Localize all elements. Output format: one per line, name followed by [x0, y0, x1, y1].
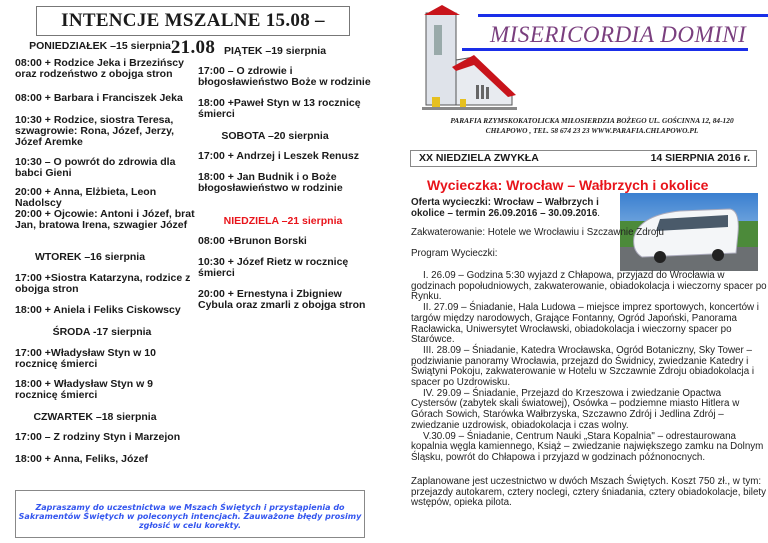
program-day: III. 28.09 – Śniadanie, Katedra Wrocławska, Ogród Botaniczny, Sky Tower – podziwianie panoramy Wrocławia, przejazd do Świdnicy, zwiedzanie Katedry i Świątyni Pokoju, zakwaterowanie w Hotelu w Szczawnie Zdroju obiadokolacja i spacer po Uzdrowisku.	[411, 344, 755, 389]
mass-intention: 18:00 +Paweł Styn w 13 rocznicę śmierci	[198, 97, 361, 120]
program-day: IV. 29.09 – Śniadanie, Przejazd do Krzeszowa i zwiedzanie Opactwa Cystersów (zabytek skali światowej), Osówka – podziemne miasto Hitlera w Górach Sowich, Starówka Wałbrzyska, Szczawno Zdrój i Jedlina Zdrój – zwiedzanie uzdrowisk, obiadokolacja i czas wolny.	[411, 387, 740, 431]
mass-intention: 17:00 +Władysław Styn w 10 rocznicę śmierci	[15, 347, 156, 370]
day-heading-wednesday: ŚRODA -17 sierpnia	[52, 326, 152, 338]
mass-intention: 18:00 + Władysław Styn w 9 rocznicę śmierci	[15, 378, 154, 401]
mass-intention: 08:00 + Rodzice Jeka i Brzezińscy oraz rodzeństwo z obojga stron	[15, 57, 184, 80]
mass-intention: 10:30 – O powrót do zdrowia dla babci Gieni	[15, 156, 176, 179]
mass-intention: 17:00 – Z rodziny Styn i Marzejon	[15, 431, 181, 443]
footer-note: Zapraszamy do uczestnictwa we Mszach Świętych i przystąpienia do Sakramentów Świętych w poleconych intencjach. Zauważone błędy prosimy zgłosić w celu korekty.	[15, 490, 365, 538]
intentions-title: INTENCJE MSZALNE 15.08 – 21.08	[36, 6, 350, 36]
day-heading-friday: PIĄTEK –19 sierpnia	[223, 45, 327, 57]
trip-program	[411, 271, 767, 464]
mass-intention: 17:00 +Siostra Katarzyna, rodzice z obojga stron	[15, 272, 191, 295]
masthead-rule-bottom	[462, 48, 748, 51]
liturgical-sunday: XX NIEDZIELA ZWYKŁA	[419, 152, 539, 164]
trip-lodging: Zakwaterowanie: Hotele we Wrocławiu i Szczawnie Zdroju	[411, 227, 665, 238]
program-label: Program Wycieczki:	[411, 248, 498, 259]
mass-intention: 20:00 + Anna, Elżbieta, Leon Nadolscy	[15, 186, 157, 209]
offer-text: Oferta wycieczki: Wrocław – Wałbrzych i okolice – termin 26.09.2016 – 30.09.2016	[411, 197, 599, 219]
mass-intention: 20:00 + Ernestyna i Zbigniew Cybula oraz zmarli z obojga stron	[198, 288, 366, 311]
mass-intention: 18:00 + Aniela i Feliks Ciskowscy	[15, 304, 181, 316]
trip-summary: Zaplanowane jest uczestnictwo w dwóch Mszach Świętych. Koszt 750 zł., w tym: przejazdy autokarem, cztery noclegi, cztery śniadania, cztery obiadokolacje, bilety wstępów, opieka pilota.	[411, 476, 767, 509]
day-heading-thursday: CZWARTEK –18 sierpnia	[33, 411, 157, 423]
address-line: PARAFIA RZYMSKOKATOLICKA MIŁOSIERDZIA BOŻEGO UL. GOŚCINNA 12, 84-120	[450, 116, 734, 125]
mass-intention: 10:30 + Józef Rietz w rocznicę śmierci	[198, 256, 349, 279]
mass-intention: 08:00 + Barbara i Franciszek Jeka	[15, 92, 183, 104]
sunday-banner	[410, 150, 757, 167]
day-heading-sunday: NIEDZIELA –21 sierpnia	[223, 215, 343, 227]
parish-address	[412, 116, 768, 136]
trip-title: Wycieczka: Wrocław – Wałbrzych i okolice	[427, 177, 709, 193]
day-heading-tuesday: WTOREK –16 sierpnia	[34, 251, 146, 263]
mass-intention: 17:00 – O zdrowie i błogosławieństwo Boże w rodzinie	[198, 65, 371, 88]
masthead-rule-top	[478, 14, 768, 17]
day-heading-monday: PONIEDZIAŁEK –15 sierpnia	[29, 40, 171, 52]
offer-end: .	[597, 207, 601, 219]
trip-offer	[411, 198, 621, 219]
program-day: I. 26.09 – Godzina 5:30 wyjazd z Chłapowa, przyjazd do Wrocławia w godzinach popołudniowych, zakwaterowanie, obiadokolacja i wieczorny spacer po Rynku.	[411, 270, 767, 303]
mass-intention: 08:00 +Brunon Borski	[198, 235, 307, 247]
mass-intention: 10:30 + Rodzice, siostra Teresa, szwagrowie: Rona, Józef, Jerzy, Józef Aremke	[15, 114, 175, 148]
program-day: V.30.09 – Śniadanie, Centrum Nauki „Stara Kopalnia" – odrestaurowana kopalnia węgla kamiennego, Książ – zwiedzanie największego zamku na Dolnym Śląsku, powrót do Chłapowa i przyjazd w godzinach późnonocnych.	[411, 430, 764, 463]
mass-intention: 18:00 + Anna, Feliks, Józef	[15, 453, 148, 465]
mass-intention: 18:00 + Jan Budnik i o Boże błogosławieństwo w rodzinie	[198, 171, 343, 194]
address-line: CHŁAPOWO , TEL. 58 674 23 23 WWW.PARAFIA.CHLAPOWO.PL	[485, 126, 699, 135]
masthead-title: MISERICORDIA DOMINI	[490, 22, 747, 47]
mass-intention: 20:00 + Ojcowie: Antoni i Józef, brat Jan, bratowa Irena, szwagier Józef	[15, 208, 195, 231]
day-heading-saturday: SOBOTA –20 sierpnia	[221, 130, 329, 142]
mass-intention: 17:00 + Andrzej i Leszek Renusz	[198, 150, 359, 162]
program-day: II. 27.09 – Śniadanie, Hala Ludowa – miejsce imprez sportowych, koncertów i targów między narodowych, Grające Fontanny, Ogród Japoński, Panorama Racławicka, Uniwersytet Wrocławski, obiadokolacja i wieczorny spacer po Starówce.	[411, 302, 759, 346]
bulletin-date: 14 SIERPNIA 2016 r.	[650, 152, 750, 164]
